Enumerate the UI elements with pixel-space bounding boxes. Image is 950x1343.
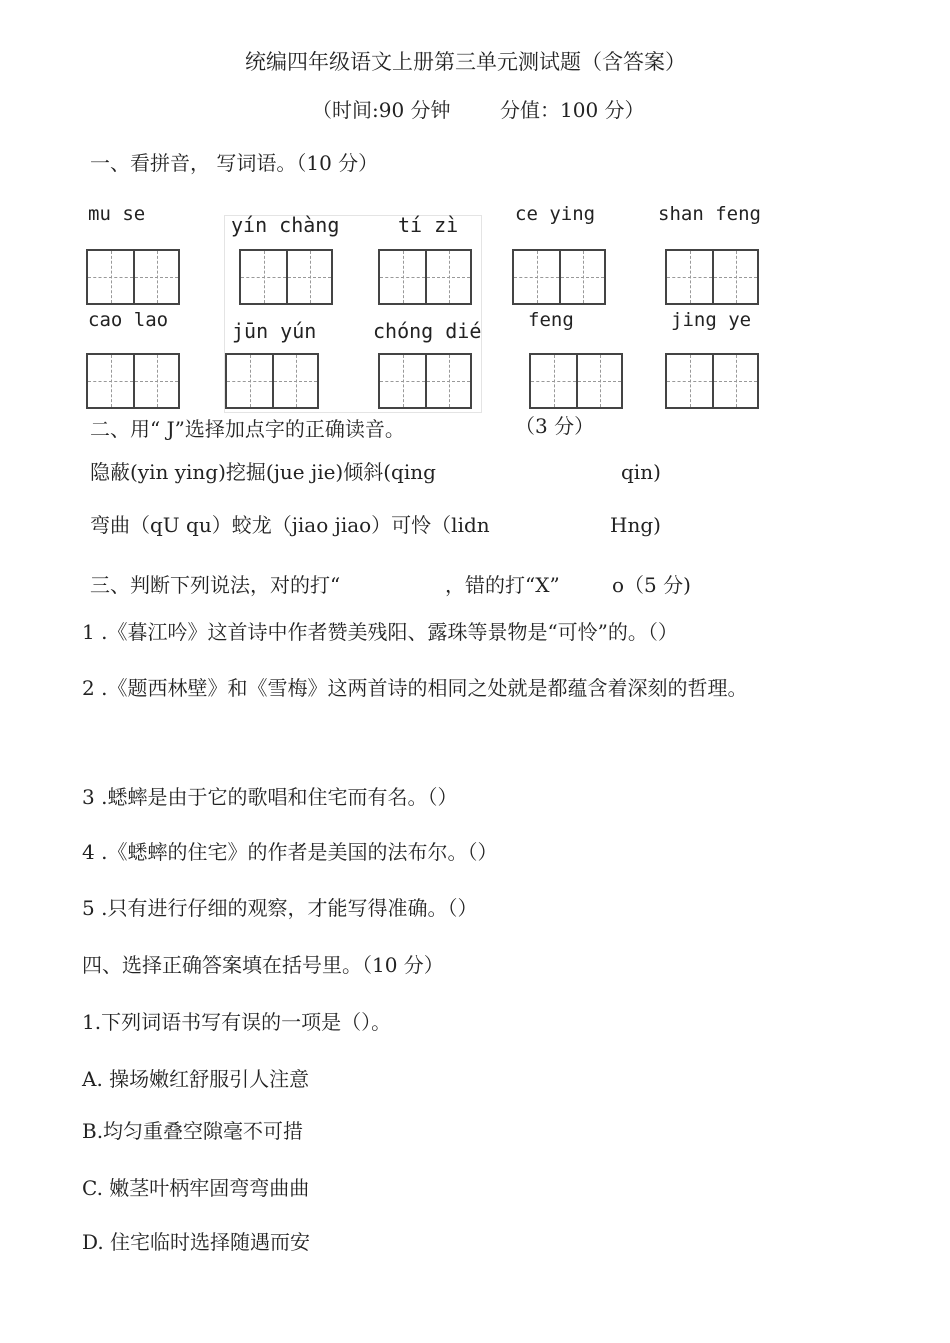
writing-grid[interactable]	[529, 353, 623, 409]
judgement-item: 4 .《蟋蟀的住宅》的作者是美国的法布尔。（）	[82, 840, 498, 864]
judgement-item: 1 .《暮江吟》这首诗中作者赞美残阳、露珠等景物是“可怜”的。（）	[82, 620, 678, 644]
option-b: B.均匀重叠空隙毫不可措	[82, 1119, 304, 1143]
page-title: 统编四年级语文上册第三单元测试题（含答案）	[245, 50, 686, 74]
writing-grid[interactable]	[665, 249, 759, 305]
question-line: 弯曲（qU qu）蛟龙（jiao jiao）可怜（lidn	[90, 513, 490, 537]
writing-grid[interactable]	[512, 249, 606, 305]
judgement-item: 3 .蟋蟀是由于它的歌唱和住宅而有名。（）	[82, 785, 458, 809]
pinyin-label: mu se	[88, 203, 146, 225]
pinyin-label: shan feng	[658, 203, 761, 225]
judgement-item: 5 .只有进行仔细的观察，才能写得准确。（）	[82, 896, 478, 920]
option-a: A. 操场嫩红舒服引人注意	[82, 1067, 310, 1091]
writing-grid[interactable]	[86, 249, 180, 305]
pinyin-label: tí zì	[398, 213, 459, 237]
writing-grid[interactable]	[378, 249, 472, 305]
section3-points: o（5 分)	[612, 573, 691, 597]
section3-heading: ，错的打“X”	[445, 573, 560, 597]
question: 1.下列词语书写有误的一项是（）。	[82, 1010, 392, 1034]
section4-heading: 四、选择正确答案填在括号里。（10 分）	[82, 953, 444, 977]
pinyin-label: chóng dié	[373, 319, 482, 343]
pinyin-label: cao lao	[88, 309, 169, 331]
score-label: 分值：100 分）	[500, 98, 645, 122]
option-c: C. 嫩茎叶柄牢固弯弯曲曲	[82, 1176, 310, 1200]
section2-heading: 二、用“ J”选择加点字的正确读音。	[90, 417, 405, 441]
writing-grid[interactable]	[225, 353, 319, 409]
pinyin-label: feng	[528, 309, 574, 331]
pinyin-label: yín chàng	[231, 213, 340, 237]
section1-heading: 一、看拼音， 写词语。（10 分）	[90, 151, 379, 175]
pinyin-label: jūn yún	[232, 319, 317, 343]
writing-grid[interactable]	[239, 249, 333, 305]
writing-grid[interactable]	[378, 353, 472, 409]
section2-points: （3 分）	[515, 414, 595, 438]
question-line: 隐蔽(yin ying)挖掘(jue jie)倾斜(qing	[90, 460, 436, 484]
pinyin-label: ce ying	[515, 203, 596, 225]
judgement-item: 2 .《题西林壁》和《雪梅》这两首诗的相同之处就是都蕴含着深刻的哲理。	[82, 676, 748, 700]
pinyin-label: jing ye	[671, 309, 752, 331]
time-label: （时间:90 分钟	[312, 98, 451, 122]
option-d: D. 住宅临时选择随遇而安	[82, 1230, 311, 1254]
question-line: qin)	[621, 460, 661, 484]
section3-heading: 三、判断下列说法，对的打“	[90, 573, 341, 597]
writing-grid[interactable]	[665, 353, 759, 409]
writing-grid[interactable]	[86, 353, 180, 409]
question-line: Hng)	[610, 513, 661, 537]
